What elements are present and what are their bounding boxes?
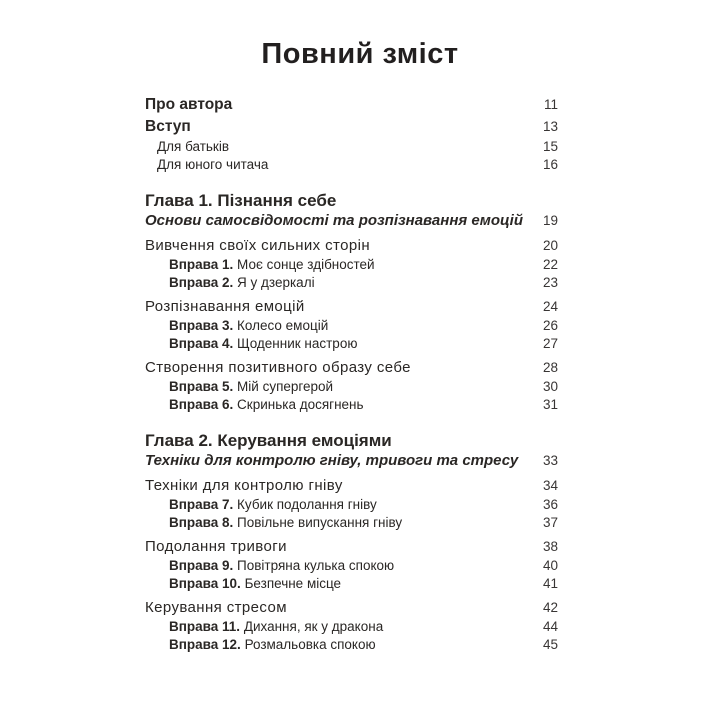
toc-entry-page: 45 — [542, 637, 558, 652]
toc-entry-page: 19 — [542, 213, 558, 228]
toc-entry-label: Вправа 2. Я у дзеркалі — [169, 275, 315, 290]
toc-entry-label: Основи самосвідомості та розпізнавання емоцій — [145, 212, 524, 229]
toc-row — [145, 358, 558, 378]
toc-entry-page: 40 — [542, 558, 558, 573]
toc-row — [145, 575, 558, 593]
toc-entry-prefix: Вправа 6. — [169, 397, 234, 412]
toc-entry-prefix: Вправа 11. — [169, 619, 241, 634]
toc-row — [145, 297, 558, 317]
toc-row — [145, 598, 558, 618]
toc-row — [145, 138, 558, 156]
toc-entry-page: 34 — [542, 478, 558, 493]
toc-row — [145, 636, 558, 654]
toc-row — [145, 514, 558, 532]
toc-entry-prefix: Вправа 1. — [169, 257, 234, 272]
toc-entry-page: 28 — [542, 360, 558, 375]
toc-entry-label: Вправа 12. Розмальовка спокою — [169, 637, 376, 652]
toc-entry-label: Вправа 5. Мій супергерой — [169, 379, 334, 394]
toc-entry-page: 27 — [542, 336, 558, 351]
toc-row — [145, 496, 558, 514]
toc-entry-page: 38 — [542, 539, 558, 554]
toc-entry-label: Розпізнавання емоцій — [145, 298, 305, 315]
toc-entry-label: Глава 1. Пізнання себе — [145, 191, 337, 210]
toc-entry-prefix: Вправа 10. — [169, 576, 241, 591]
toc-entry-label: Вступ — [145, 118, 191, 135]
toc-entry-label: Подолання тривоги — [145, 538, 287, 555]
toc-entry-page: 26 — [542, 318, 558, 333]
toc-row — [145, 335, 558, 353]
toc-row — [145, 211, 558, 231]
toc-entry-page: 30 — [542, 379, 558, 394]
toc-entry-label: Для юного читача — [157, 157, 269, 172]
toc-entry-page: 31 — [542, 397, 558, 412]
toc-entry-page: 44 — [542, 619, 558, 634]
toc-entry-page: 16 — [542, 157, 558, 172]
toc-row — [145, 451, 558, 471]
toc-entry-prefix: Вправа 7. — [169, 497, 234, 512]
toc-entry-page: 11 — [543, 97, 558, 112]
toc-row — [145, 537, 558, 557]
toc-entry-prefix: Вправа 9. — [169, 558, 234, 573]
toc-entry-page: 15 — [542, 139, 558, 154]
toc-row — [145, 116, 558, 138]
toc-entry-page: 13 — [542, 119, 558, 134]
toc-row — [145, 190, 558, 211]
toc-list — [145, 94, 558, 654]
toc-entry-prefix: Вправа 5. — [169, 379, 234, 394]
toc-entry-page: 36 — [542, 497, 558, 512]
toc-entry-label: Вправа 3. Колесо емоцій — [169, 318, 329, 333]
toc-entry-label: Вправа 10. Безпечне місце — [169, 576, 342, 591]
toc-entry-label: Вправа 6. Скринька досягнень — [169, 397, 364, 412]
toc-entry-label: Вправа 11. Дихання, як у дракона — [169, 619, 384, 634]
toc-entry-page: 24 — [542, 299, 558, 314]
toc-entry-page: 37 — [542, 515, 558, 530]
toc-entry-label: Створення позитивного образу себе — [145, 359, 411, 376]
toc-row — [145, 317, 558, 335]
page-title: Повний зміст — [261, 38, 459, 70]
toc-entry-label: Вправа 7. Кубик подолання гніву — [169, 497, 377, 512]
toc-entry-page: 20 — [542, 238, 558, 253]
toc-row — [145, 476, 558, 496]
toc-row — [145, 396, 558, 414]
toc-row — [145, 557, 558, 575]
toc-entry-label: Для батьків — [157, 139, 230, 154]
toc-entry-page: 22 — [542, 257, 558, 272]
toc-entry-page: 33 — [542, 453, 558, 468]
toc-entry-label: Вправа 1. Моє сонце здібностей — [169, 257, 375, 272]
toc-entry-label: Вправа 4. Щоденник настрою — [169, 336, 358, 351]
toc-entry-label: Техніки для контролю гніву, тривоги та стресу — [145, 452, 519, 469]
toc-entry-label: Вправа 8. Повільне випускання гніву — [169, 515, 403, 530]
toc-entry-prefix: Вправа 8. — [169, 515, 234, 530]
toc-entry-label: Вивчення своїх сильних сторін — [145, 237, 371, 254]
toc-row — [145, 618, 558, 636]
toc-entry-label: Глава 2. Керування емоціями — [145, 431, 392, 450]
toc-entry-page: 41 — [542, 576, 558, 591]
toc-entry-label: Техніки для контролю гніву — [145, 477, 343, 494]
toc-entry-label: Керування стресом — [145, 599, 287, 616]
toc-entry-prefix: Вправа 3. — [169, 318, 234, 333]
toc-row — [145, 94, 558, 116]
toc-row — [145, 256, 558, 274]
toc-entry-label: Вправа 9. Повітряна кулька спокою — [169, 558, 395, 573]
toc-row — [145, 274, 558, 292]
toc-row — [145, 156, 558, 174]
toc-entry-page: 42 — [542, 600, 558, 615]
toc-row — [145, 378, 558, 396]
toc-entry-prefix: Вправа 4. — [169, 336, 234, 351]
toc-entry-prefix: Вправа 12. — [169, 637, 241, 652]
toc-row — [145, 430, 558, 451]
toc-row — [145, 236, 558, 256]
toc-entry-prefix: Вправа 2. — [169, 275, 234, 290]
toc-entry-page: 23 — [542, 275, 558, 290]
toc-entry-label: Про автора — [145, 96, 233, 113]
